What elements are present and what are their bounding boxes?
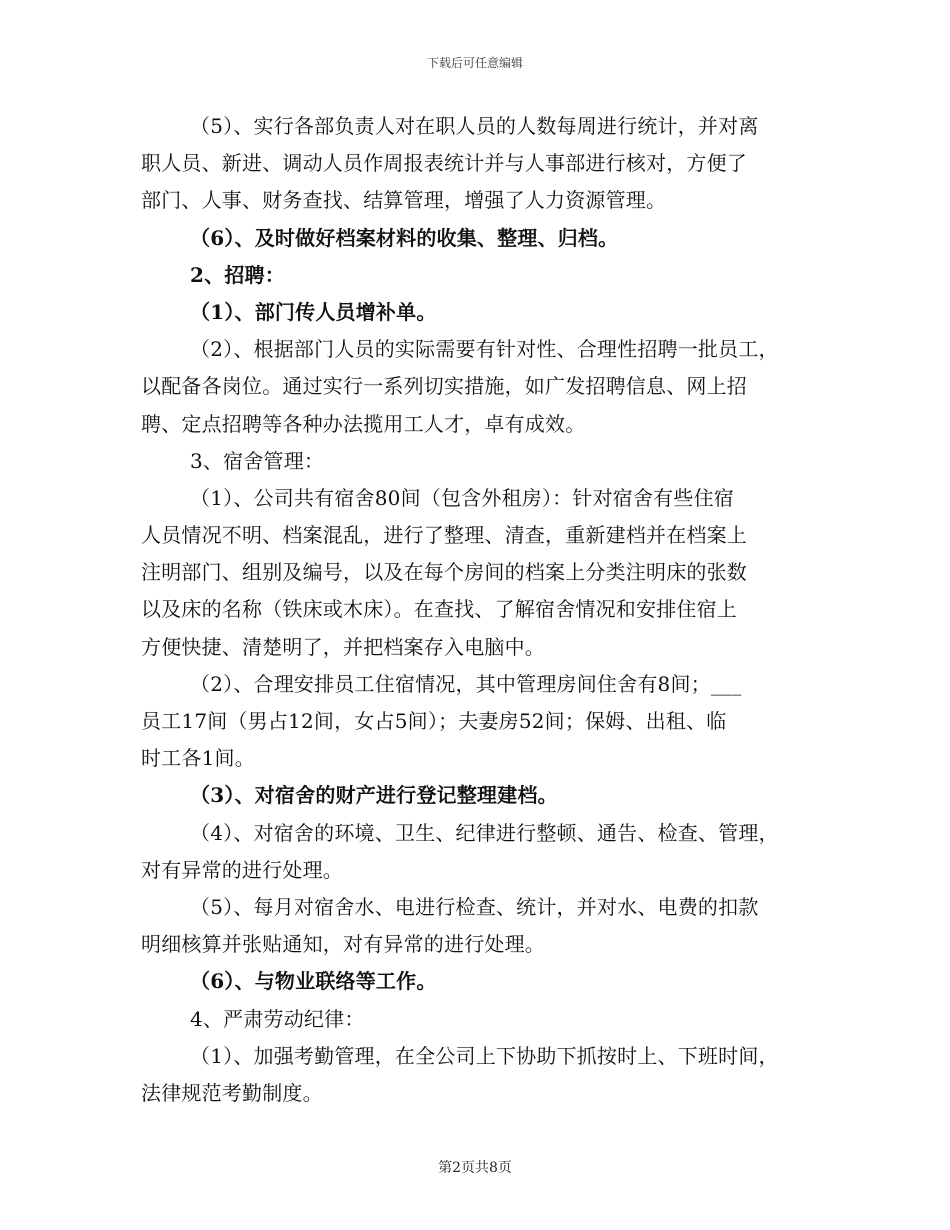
text-line: 人员情况不明、档案混乱，进行了整理、清查，重新建档并在档案上 (141, 523, 747, 548)
text-line: 方便快捷、清楚明了，并把档案存入电脑中。 (141, 634, 545, 659)
text-line: 法律规范考勤制度。 (141, 1080, 323, 1105)
document-body (141, 108, 821, 1112)
text-line: （2）、根据部门人员的实际需要有针对性、合理性招聘一批员工， (190, 337, 779, 362)
text-line: （6）、与物业联络等工作。 (190, 969, 437, 994)
text-line: 职人员、新进、调动人员作周报表统计并与人事部进行核对，方便了 (141, 151, 747, 176)
text-line: 聘、定点招聘等各种办法揽用工人才，卓有成效。 (141, 411, 586, 436)
text-line: （5）、每月对宿舍水、电进行检查、统计，并对水、电费的扣款 (190, 894, 759, 919)
text-line: （1）、部门传人员增补单。 (190, 299, 437, 324)
text-line: 对有异常的进行处理。 (141, 857, 343, 882)
text-line: 注明部门、组别及编号，以及在每个房间的档案上分类注明床的张数 (141, 560, 747, 585)
text-line: 时工各1间。 (141, 746, 255, 771)
text-line: （4）、对宿舍的环境、卫生、纪律进行整顿、通告、检查、管理， (190, 820, 779, 845)
text-line: （2）、合理安排员工住宿情况，其中管理房间住舍有8间；___ (190, 671, 742, 696)
text-line: 以配备各岗位。通过实行一系列切实措施，如广发招聘信息、网上招 (141, 374, 747, 399)
text-line: （5）、实行各部负责人对在职人员的人数每周进行统计，并对离 (190, 114, 759, 138)
text-line: （1）、公司共有宿舍80间（包含外租房）：针对宿舍有些住宿 (190, 485, 734, 510)
text-line: 员工17间（男占12间，女占5间）；夫妻房52间；保姆、出租、临 (141, 709, 727, 733)
text-line: 3、宿舍管理： (190, 448, 325, 473)
text-line: 部门、人事、财务查找、结算管理，增强了人力资源管理。 (141, 188, 667, 213)
text-line: （6）、及时做好档案材料的收集、整理、归档。 (190, 225, 619, 250)
text-line: 明细核算并张贴通知，对有异常的进行处理。 (141, 932, 545, 957)
text-line: 以及床的名称（铁床或木床）。在查找、了解宿舍情况和安排住宿上 (141, 597, 737, 622)
text-line: （3）、对宿舍的财产进行登记整理建档。 (190, 783, 558, 808)
page-number: 第2页共8页 (438, 1160, 512, 1176)
text-line: 2、招聘： (190, 262, 285, 287)
text-line: 4、严肃劳动纪律： (190, 1006, 365, 1031)
text-line: （1）、加强考勤管理，在全公司上下协助下抓按时上、下班时间， (190, 1043, 779, 1068)
page-header: 下载后可任意编辑 (426, 56, 523, 70)
